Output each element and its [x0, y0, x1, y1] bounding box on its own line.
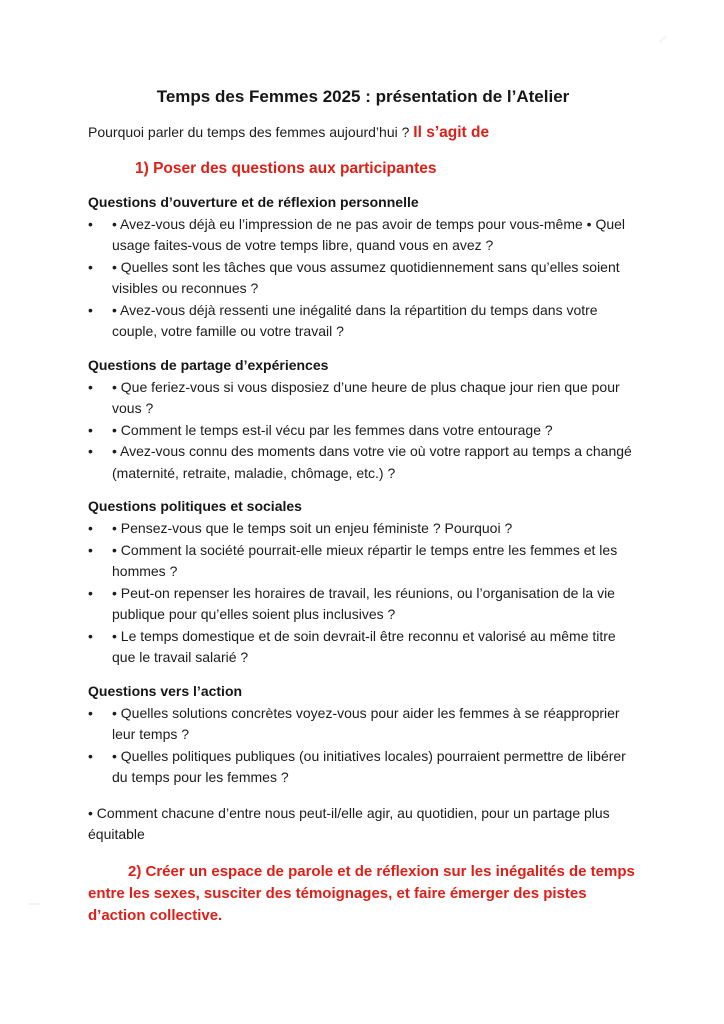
- question-group-politiques: [88, 496, 638, 669]
- bullet-icon: [88, 746, 112, 789]
- list-item: [88, 746, 638, 789]
- document-title: Temps des Femmes 2025 : présentation de l’Atelier: [156, 87, 570, 106]
- bullet-icon: [88, 214, 112, 257]
- document-content: [88, 86, 638, 927]
- list-item: [88, 300, 638, 343]
- list-item: [88, 540, 638, 583]
- bullet-icon: [88, 441, 112, 484]
- question-list: [88, 518, 638, 669]
- bullet-icon: [88, 540, 112, 583]
- group-heading: Questions d’ouverture et de réflexion personnelle: [88, 193, 419, 210]
- group-heading: Questions de partage d’expériences: [88, 356, 329, 373]
- list-item: [88, 441, 638, 484]
- list-item-text: • Pensez-vous que le temps soit un enjeu féministe ? Pourquoi ?: [112, 520, 513, 536]
- list-item: [88, 257, 638, 300]
- list-item: [88, 518, 638, 540]
- list-item-text: • Quelles sont les tâches que vous assumez quotidiennement sans qu’elles soient visibles ou reconnues ?: [112, 258, 620, 296]
- question-list: [88, 377, 638, 485]
- bullet-icon: [88, 626, 112, 669]
- bullet-icon: [88, 300, 112, 343]
- bullet-icon: [88, 257, 112, 300]
- list-item-text: • Avez-vous déjà eu l’impression de ne pas avoir de temps pour vous-même • Quel usage faites-vous de votre temps libre, quand vous en avez ?: [112, 215, 626, 253]
- list-item: [88, 626, 638, 669]
- section-2-heading: 2) Créer un espace de parole et de réflexion sur les inégalités de temps entre les sexes, susciter des témoignages, et faire émerger des pistes d’action collective.: [88, 862, 635, 924]
- list-item-text: • Quelles politiques publiques (ou initiatives locales) pourraient permettre de libérer du temps pour les femmes ?: [112, 747, 626, 785]
- bullet-icon: [88, 703, 112, 746]
- intro-text: Pourquoi parler du temps des femmes aujourd’hui ?: [88, 124, 414, 140]
- scan-artifact-bottom-left: [28, 903, 40, 905]
- group-heading: Questions vers l’action: [88, 682, 243, 699]
- section-1-heading: 1) Poser des questions aux participantes: [135, 159, 437, 177]
- intro-highlight: Il s’agit de: [413, 124, 490, 141]
- question-group-partage: [88, 355, 638, 485]
- bullet-icon: [88, 583, 112, 626]
- list-item: [88, 583, 638, 626]
- list-item-text: • Le temps domestique et de soin devrait-il être reconnu et valorisé au même titre que le travail salarié ?: [112, 627, 616, 665]
- bullet-icon: [88, 518, 112, 540]
- bullet-icon: [88, 420, 112, 442]
- list-item: [88, 703, 638, 746]
- question-group-ouverture: [88, 192, 638, 343]
- scan-artifact-top-right: [659, 35, 668, 43]
- list-item-text: • Comment la société pourrait-elle mieux répartir le temps entre les femmes et les hommes ?: [112, 541, 618, 579]
- list-item: [88, 377, 638, 420]
- list-item-text: • Avez-vous connu des moments dans votre vie où votre rapport au temps a changé (maternité, retraite, maladie, chômage, etc.) ?: [112, 443, 632, 481]
- list-item-text: • Quelles solutions concrètes voyez-vous pour aider les femmes à se réapproprier leur temps ?: [112, 704, 620, 742]
- list-item: [88, 214, 638, 257]
- list-item: [88, 420, 638, 442]
- group-heading: Questions politiques et sociales: [88, 498, 302, 514]
- bullet-icon: [88, 377, 112, 420]
- intro-paragraph: [88, 122, 638, 144]
- question-list: [88, 214, 638, 343]
- list-item-text: • Peut-on repenser les horaires de travail, les réunions, ou l’organisation de la vie publique pour qu’elles soient plus inclusives ?: [112, 584, 615, 622]
- question-list: [88, 703, 638, 789]
- list-item-text: • Comment le temps est-il vécu par les femmes dans votre entourage ?: [112, 421, 553, 438]
- list-item-text: • Avez-vous déjà ressenti une inégalité dans la répartition du temps dans votre couple, votre famille ou votre travail ?: [112, 301, 598, 339]
- closing-paragraph: • Comment chacune d’entre nous peut-il/elle agir, au quotidien, pour un partage plus équitable: [88, 804, 610, 842]
- question-group-action: [88, 681, 638, 789]
- list-item-text: • Que feriez-vous si vous disposiez d’une heure de plus chaque jour rien que pour vous ?: [112, 378, 620, 416]
